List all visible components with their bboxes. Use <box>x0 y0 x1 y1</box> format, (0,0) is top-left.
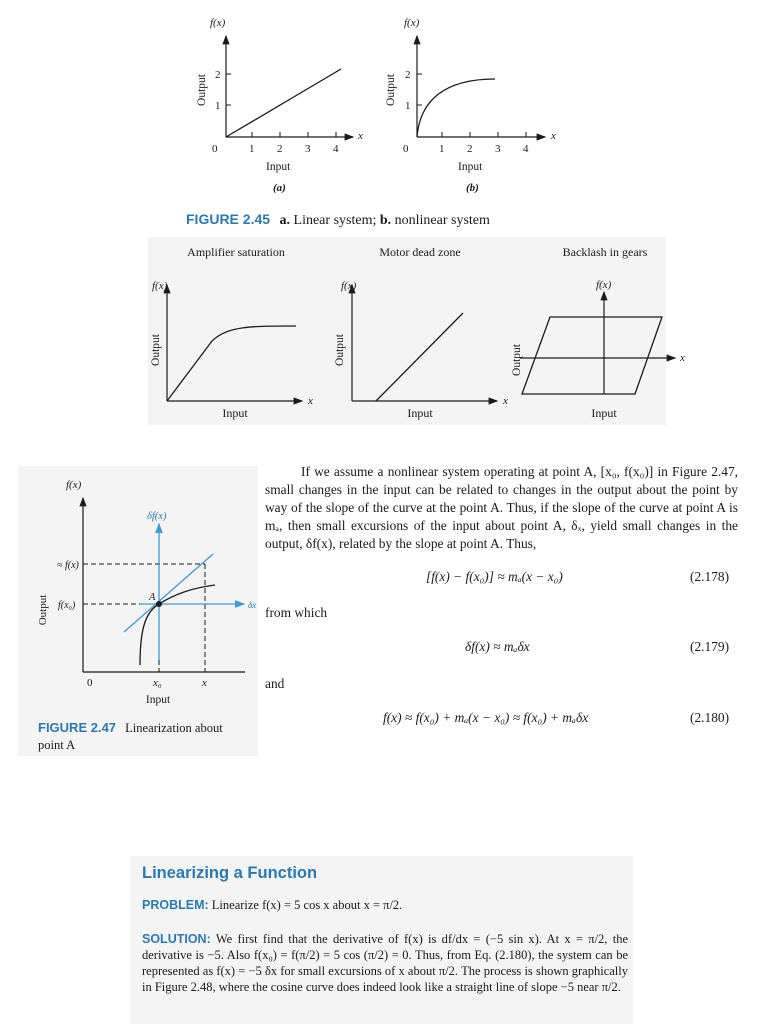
input-axis-label: Input <box>145 694 171 706</box>
x-var: x <box>503 395 508 407</box>
equation-number-2-180: (2.180) <box>690 710 730 725</box>
dx-label: δx <box>248 600 257 610</box>
output-axis-label: Output <box>150 334 162 366</box>
caption-a: a. <box>279 213 291 228</box>
solution-label: SOLUTION: <box>142 932 211 946</box>
panel-title: Amplifier saturation <box>187 245 285 259</box>
approx-fx-label: ≈ f(x) <box>57 560 79 571</box>
and-text: and <box>265 676 285 691</box>
paragraph-linearization: If we assume a nonlinear system operating at point A, [x₀, f(x₀)] in Figure 2.47, small changes in the input can be related to changes in the output about the point by way of the slope of the curve at the point A. Thus, if the slope of the curve at point A is mₐ, then small excursions of the input about point A, δₓ, yield small changes in the output, δf(x), related by the slope at point A. Thus, <box>265 464 738 551</box>
output-axis-label: Output <box>334 334 346 366</box>
figure-label: FIGURE 2.45 <box>186 211 271 227</box>
fx-label: f(x) <box>66 479 82 491</box>
caption-text-2: nonlinear system <box>391 213 490 228</box>
equation-2-179: δf(x) ≈ mₐδx <box>465 639 530 654</box>
fx-label: f(x) <box>210 17 226 29</box>
input-axis-label: Input <box>407 406 433 420</box>
input-axis-label: Input <box>458 161 483 173</box>
equation-number-2-179: (2.179) <box>690 639 730 654</box>
figure-2-47-caption <box>38 719 248 754</box>
panel-tag: (b) <box>466 182 479 194</box>
x-tick-0: 0 <box>403 143 409 155</box>
equation-number-2-178: (2.178) <box>690 569 730 584</box>
output-axis-label: Output <box>385 74 397 106</box>
panel-title: Backlash in gears <box>562 245 648 259</box>
fx-label: f(x) <box>596 279 612 291</box>
operating-point-marker <box>156 601 162 607</box>
x-tick-4: 4 <box>523 143 529 155</box>
x-tick-0: 0 <box>212 143 218 155</box>
point-a-label: A <box>149 592 156 603</box>
origin-label: 0 <box>87 677 93 689</box>
input-axis-label: Input <box>222 406 248 420</box>
x-var: x <box>358 130 363 142</box>
solution-text: We first find that the derivative of f(x) is df/dx = (−5 sin x). At x = π/2, the derivative is −5. Also f(x₀) = f(π/2) = 5 cos (π/2) = 0. Thus, from Eq. (2.180), the system can be represented as f(x) = −5 δx for small excursions of x about π/2. The process is shown graphically in Figure 2.48, where the cosine curve does indeed look like a straight line of slope −5 near π/2. <box>142 932 628 994</box>
output-axis-label: Output <box>511 344 523 376</box>
fx0-label: f(x₀) <box>58 600 76 611</box>
x-var: x <box>308 395 313 407</box>
x-tick-2: 2 <box>277 143 283 155</box>
panel-tag: (a) <box>273 182 286 194</box>
x-var: x <box>680 352 685 364</box>
problem-label: PROBLEM: <box>142 898 209 912</box>
solution-statement <box>142 931 628 995</box>
equation-2-178: [f(x) − f(x₀)] ≈ mₐ(x − x₀) <box>426 569 563 584</box>
x-tick-2: 2 <box>467 143 473 155</box>
x0-label: x₀ <box>153 677 162 689</box>
y-tick-1: 1 <box>405 100 411 112</box>
x-tick-1: 1 <box>439 143 445 155</box>
figure-label: FIGURE 2.47 <box>38 720 117 735</box>
x-tick-1: 1 <box>249 143 255 155</box>
y-tick-2: 2 <box>405 69 411 81</box>
dfx-label: δf(x) <box>147 511 167 522</box>
fx-label: f(x) <box>341 280 357 292</box>
input-axis-label: Input <box>266 161 291 173</box>
x-tick-4: 4 <box>333 143 339 155</box>
y-tick-2: 2 <box>215 69 221 81</box>
problem-text: Linearize f(x) = 5 cos x about x = π/2. <box>211 898 403 912</box>
x-var: x <box>551 130 556 142</box>
x-tick-3: 3 <box>305 143 311 155</box>
y-tick-1: 1 <box>215 100 221 112</box>
output-axis-label: Output <box>37 594 49 626</box>
fx-label: f(x) <box>404 17 420 29</box>
input-axis-label: Input <box>591 406 617 420</box>
caption-b: b. <box>379 213 392 228</box>
caption-text-1: Linear system; <box>290 213 380 228</box>
equation-2-180: f(x) ≈ f(x₀) + mₐ(x − x₀) ≈ f(x₀) + mₐδx <box>383 710 589 725</box>
x-label: x <box>202 677 207 689</box>
example-box <box>130 856 633 1024</box>
x-tick-3: 3 <box>495 143 501 155</box>
tangent-line <box>124 554 213 632</box>
panel-title: Motor dead zone <box>379 245 461 259</box>
from-which-text: from which <box>265 605 328 620</box>
example-title: Linearizing a Function <box>142 864 318 882</box>
problem-statement <box>142 897 628 913</box>
caption-text: Linearization about point A <box>38 721 223 752</box>
output-axis-label: Output <box>196 74 208 106</box>
fx-label: f(x) <box>152 280 168 292</box>
